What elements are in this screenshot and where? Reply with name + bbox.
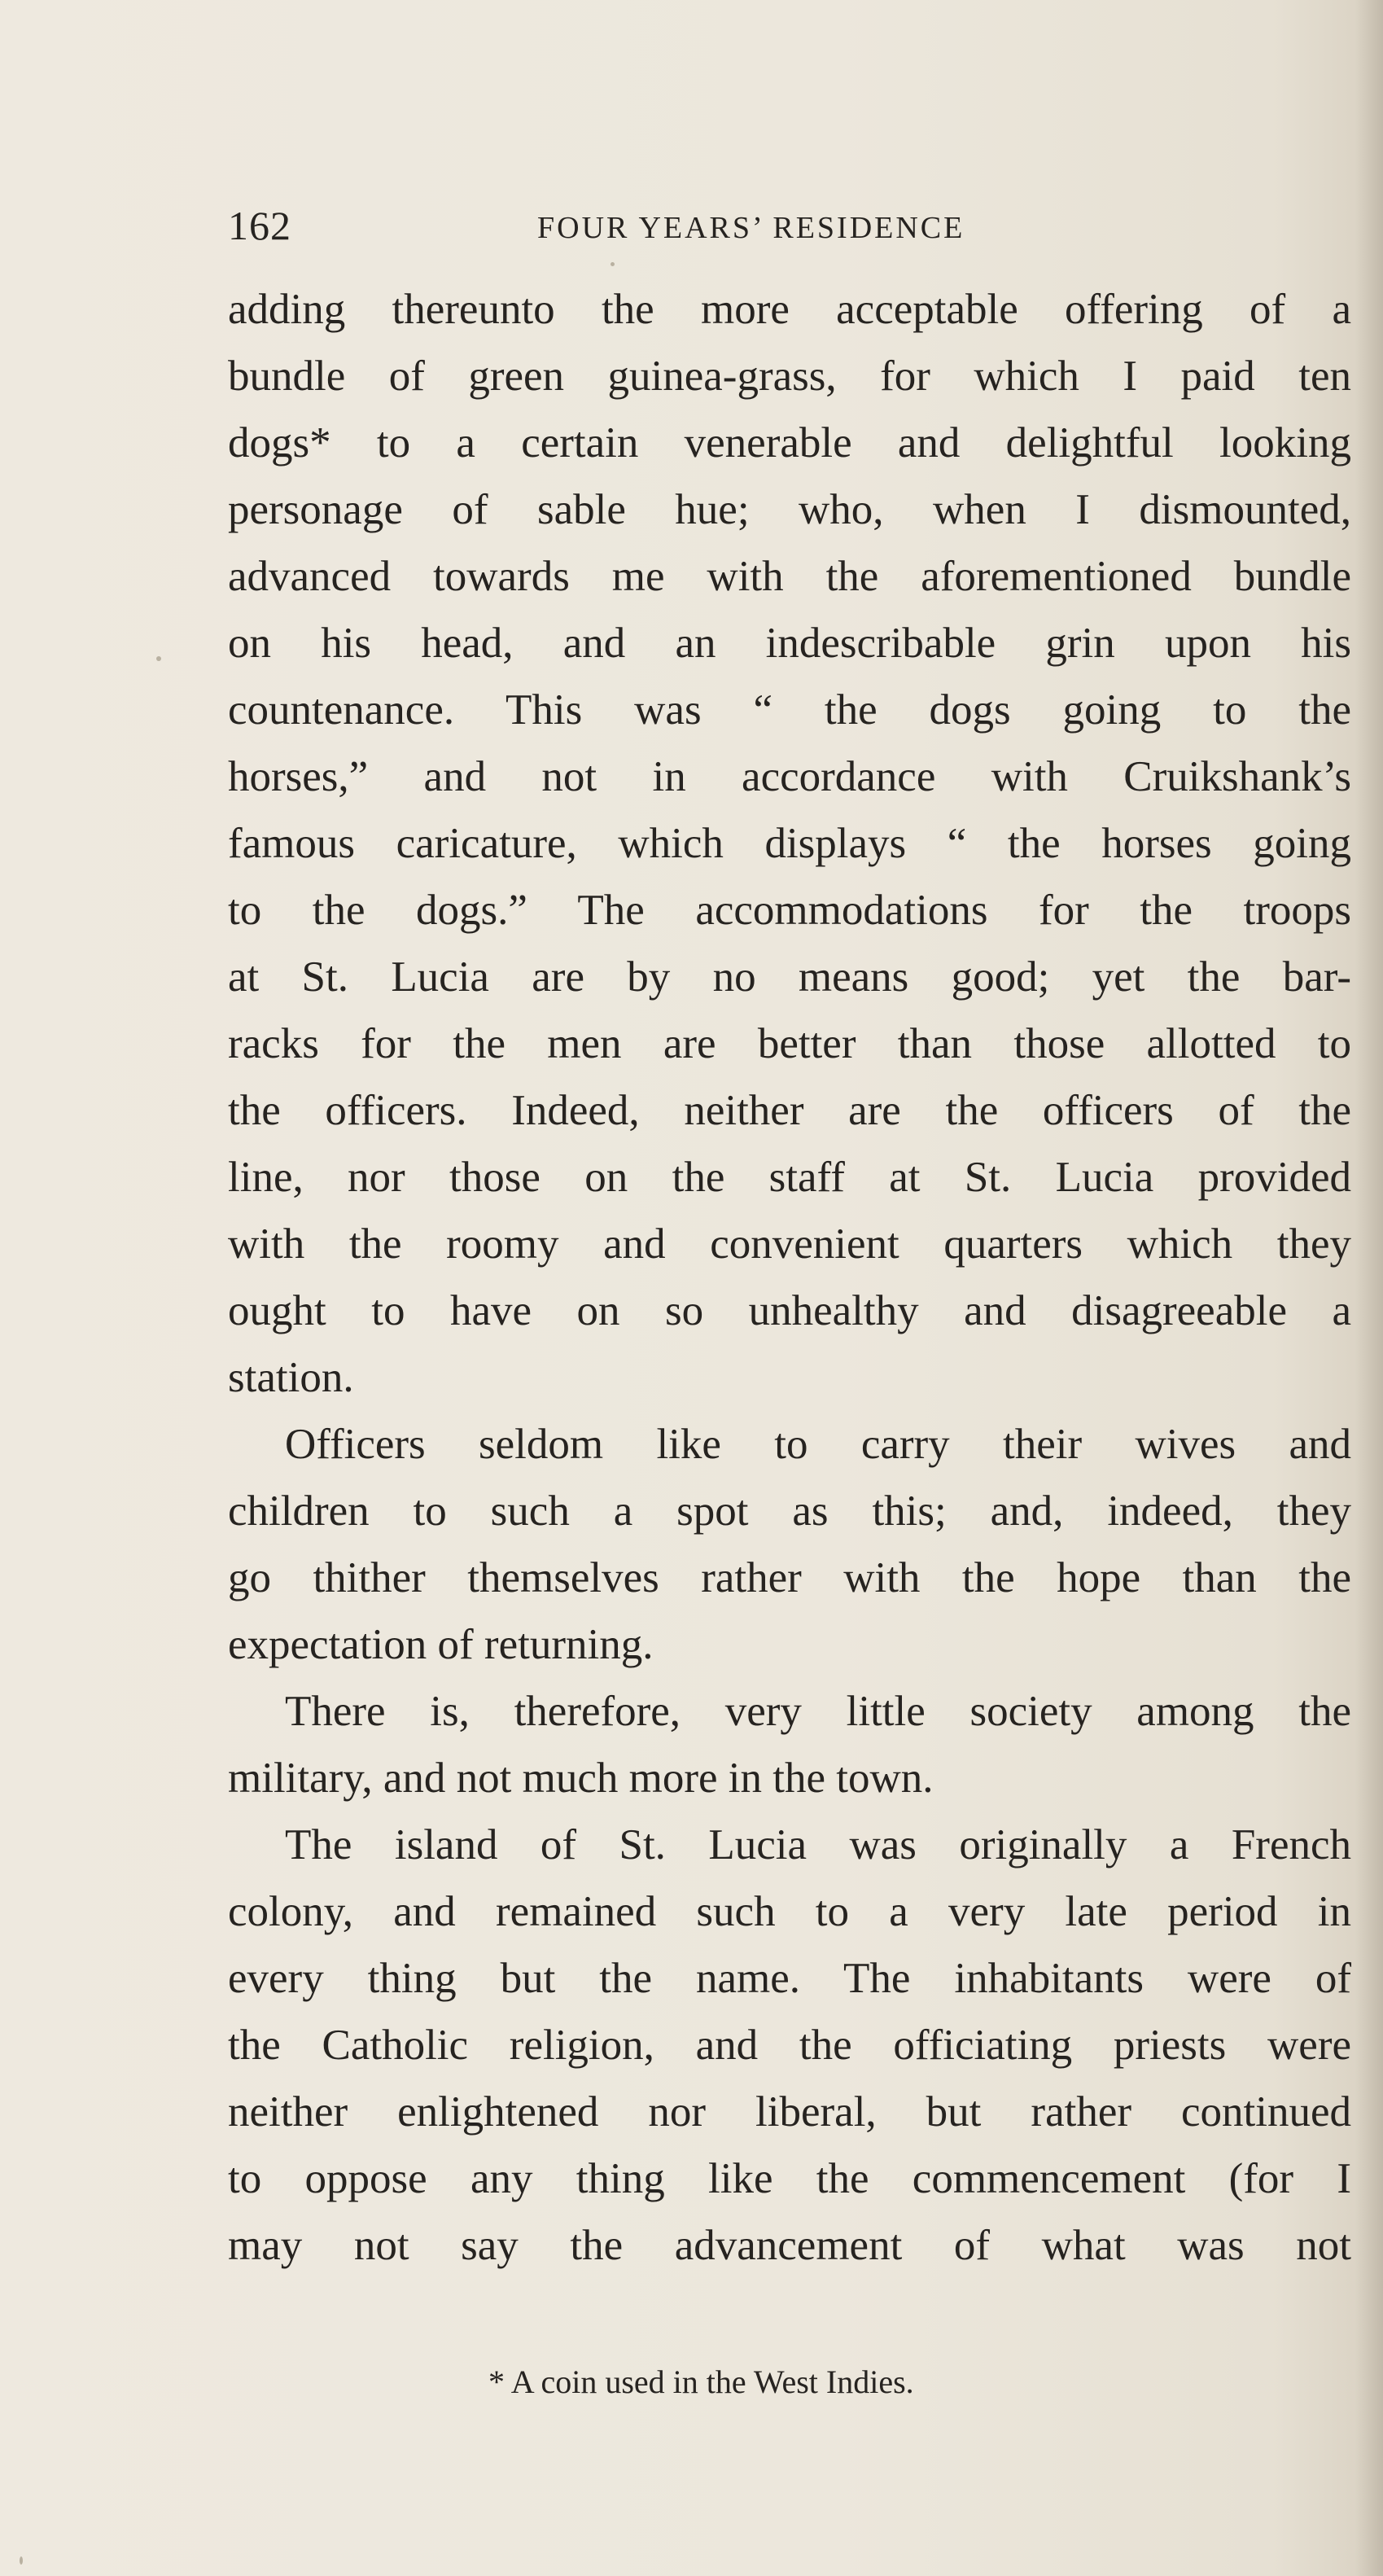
text-line: may not say the advancement of what was not (228, 2222, 1351, 2269)
text-line: children to such a spot as this; and, indeed, they (228, 1487, 1351, 1535)
text-line: at St. Lucia are by no means good; yet the bar- (228, 953, 1351, 1001)
paper-speck (20, 2556, 23, 2565)
text-line: There is, therefore, very little society among the (285, 1688, 1351, 1735)
text-line: bundle of green guinea-grass, for which I paid ten (228, 353, 1351, 400)
paper-speck (611, 262, 615, 266)
text-line: on his head, and an indescribable grin upon his (228, 620, 1351, 667)
text-line: with the roomy and convenient quarters which they (228, 1220, 1351, 1268)
paper-speck (156, 656, 161, 661)
text-line: Officers seldom like to carry their wives and (285, 1421, 1351, 1468)
text-line: station. (228, 1354, 354, 1401)
text-line: to the dogs.” The accommodations for the troops (228, 887, 1351, 934)
body-text (228, 276, 1351, 2279)
text-line: countenance. This was “ the dogs going to the (228, 686, 1351, 734)
text-line: neither enlightened nor liberal, but rather continued (228, 2088, 1351, 2136)
text-line: expectation of returning. (228, 1621, 654, 1668)
text-line: dogs* to a certain venerable and delightful looking (228, 419, 1351, 467)
text-line: horses,” and not in accordance with Cruikshank’s (228, 753, 1351, 800)
text-line: military, and not much more in the town. (228, 1755, 934, 1802)
page-header (228, 197, 1383, 254)
text-line: ought to have on so unhealthy and disagreeable a (228, 1287, 1351, 1334)
text-line: go thither themselves rather with the hope than the (228, 1554, 1351, 1601)
text-line: every thing but the name. The inhabitants were of (228, 1955, 1351, 2002)
spine-shadow (1355, 0, 1383, 2576)
text-line: adding thereunto the more acceptable offering of a (228, 286, 1351, 333)
text-line: personage of sable hue; who, when I dismounted, (228, 486, 1351, 533)
text-line: advanced towards me with the aforementioned bundle (228, 553, 1351, 600)
text-line: colony, and remained such to a very late period in (228, 1888, 1351, 1935)
text-line: the officers. Indeed, neither are the officers of the (228, 1087, 1351, 1134)
text-line: The island of St. Lucia was originally a French (285, 1821, 1351, 1868)
footnote: * A coin used in the West Indies. (488, 2364, 914, 2400)
text-line: racks for the men are better than those allotted to (228, 1020, 1351, 1067)
text-line: the Catholic religion, and the officiating priests were (228, 2022, 1351, 2069)
text-line: famous caricature, which displays “ the horses going (228, 820, 1351, 867)
running-head: FOUR YEARS’ RESIDENCE (537, 211, 965, 245)
text-line: to oppose any thing like the commencement (for I (228, 2155, 1351, 2202)
page-number: 162 (228, 203, 291, 248)
text-line: line, nor those on the staff at St. Lucia provided (228, 1154, 1351, 1201)
